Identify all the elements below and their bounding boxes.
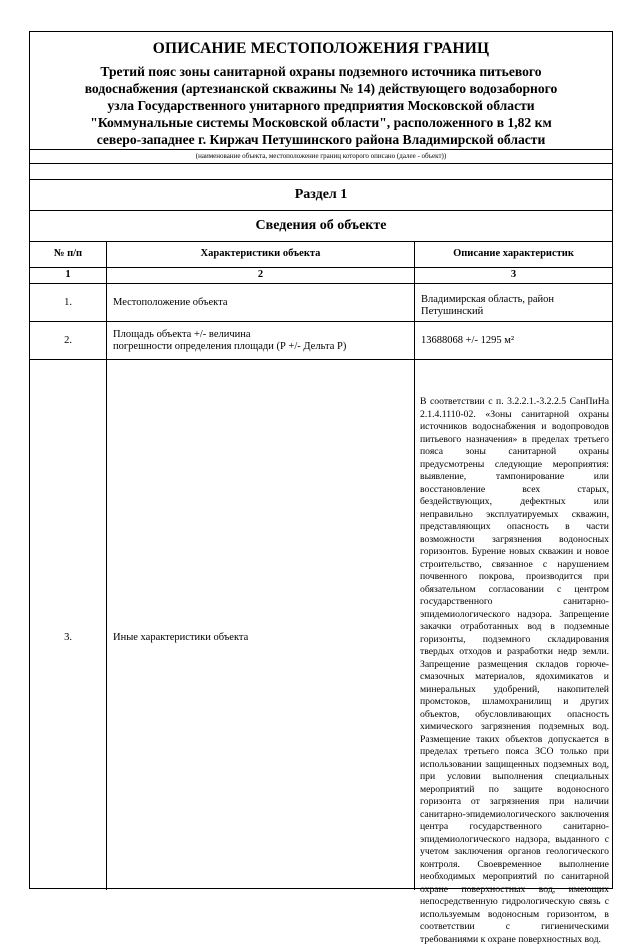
table-row <box>30 322 612 360</box>
row-characteristic <box>107 322 415 359</box>
column-number-row <box>30 268 612 284</box>
value-line: Владимирская область, район <box>421 294 555 305</box>
document-frame <box>29 31 613 945</box>
row-number: 1. <box>30 284 107 321</box>
subtitle-line: узла Государственного унитарного предприятия Московской области <box>107 98 535 113</box>
header-number: № п/п <box>30 242 107 267</box>
characteristic-line: Площадь объекта +/- величина <box>113 329 251 340</box>
header-description: Описание характеристик <box>453 248 574 259</box>
table-header-row <box>30 242 612 268</box>
table-row <box>30 360 612 945</box>
characteristic-line: Местоположение объекта <box>113 297 228 308</box>
subtitle-line: водоснабжения (артезианской скважины № 14) действующего водозаборного <box>84 81 558 96</box>
value-line: 13688068 +/- 1295 м² <box>421 335 515 346</box>
sanitary-measures-text: В соответствии с п. 3.2.2.1.-3.2.2.5 СанПиНа 2.1.4.1110-02. «Зоны санитарной охраны источников водоснабжения и водопроводов питьевого назначения» в пределах третьего пояса зоны санитарной охраны предусмотрены следующие мероприятия: выявление, тампонирование или восстановление всех старых, бездействующих, дефектных или неправильно эксплуатируемых скважин, представляющих опасность в части возможности загрязнения водоносных горизонтов. Бурение новых скважин и новое строительство, связанное с нарушением почвенного покрова, производится при обязательном согласовании с центром государственного санитарно-эпидемиологического надзора. Запрещение закачки отработанных вод в подземные горизонты, подземного складирования твердых отходов и разработки недр земли. Запрещение размещения складов горюче-смазочных материалов, ядохимикатов и минеральных удобрений, накопителей промстоков, шламохранилищ и других объектов, обусловливающих опасность химического загрязнения подземных вод. Размещение таких объектов допускается в пределах третьего пояса ЗСО только при использовании защищенных подземных вод, при условии выполнения специальных мероприятий по защите водоносного горизонта от загрязнения при наличии санитарно-эпидемиологического заключения центра государственного санитарно-эпидемиологического надзора, выданного с учетом заключения органов геологического контроля. Своевременное выполнение необходимых мероприятий по санитарной охране поверхностных вод, имеющих непосредственную гидрологическую связь с используемым водоносным горизонтом, в соответствии с гигиеническими требованиями к охране поверхностных вод. <box>420 396 609 945</box>
column-number: 1 <box>30 268 107 283</box>
characteristic-line: погрешности определения площади (Р +/- Дельта Р) <box>113 341 347 352</box>
object-description <box>30 63 612 148</box>
header-characteristic: Характеристики объекта <box>107 242 415 267</box>
row-value <box>415 322 612 359</box>
row-number: 3. <box>30 360 107 890</box>
section-subtitle: Сведения об объекте <box>30 211 612 242</box>
row-value <box>415 360 612 945</box>
document-title: ОПИСАНИЕ МЕСТОПОЛОЖЕНИЯ ГРАНИЦ <box>152 40 490 57</box>
subtitle-line: "Коммунальные системы Московской области", расположенного в 1,82 км <box>90 115 552 130</box>
row-value <box>415 284 612 321</box>
title-caption: (наименование объекта, местоположение границ которого описано (далее - объект)) <box>30 150 612 164</box>
title-block <box>30 32 612 150</box>
column-number: 2 <box>107 268 415 283</box>
column-number: 3 <box>510 269 517 280</box>
section-title: Раздел 1 <box>30 180 612 211</box>
subtitle-line: Третий пояс зоны санитарной охраны подземного источника питьевого <box>100 64 542 79</box>
row-number: 2. <box>30 322 107 359</box>
value-line: Петушинский <box>421 306 484 317</box>
subtitle-line: северо-западнее г. Киржач Петушинского района Владимирской области <box>96 132 546 147</box>
row-characteristic <box>107 284 415 321</box>
characteristic-line: Иные характеристики объекта <box>113 632 249 643</box>
spacer-row <box>30 164 612 180</box>
row-characteristic <box>107 360 415 890</box>
table-row <box>30 284 612 322</box>
